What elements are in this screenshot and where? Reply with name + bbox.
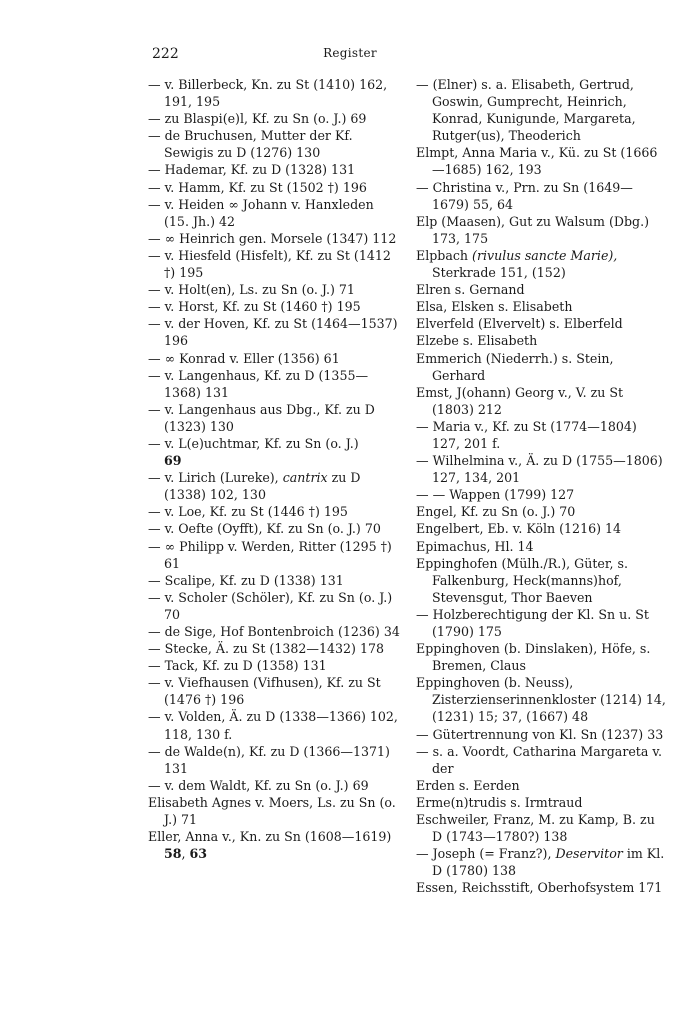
entry-text: — v. L(e)uchtmar, Kf. zu Sn (o. J.) <box>148 435 359 451</box>
index-entry: — v. Langenhaus, Kf. zu D (1355—1368) 131 <box>148 367 369 400</box>
index-entry: — (Elner) s. a. Elisabeth, Gertrud, Goswin, Gumprecht, Heinrich, Konrad, Kunigunde, Margareta, Rutger(us), Theoderich <box>416 77 636 144</box>
index-entry: — v. Oefte (Oyfft), Kf. zu Sn (o. J.) 70 <box>148 521 381 537</box>
running-head: Register <box>323 46 377 60</box>
index-entry: — de Sige, Hof Bontenbroich (1236) 34 <box>148 624 400 639</box>
entry-text: — v. Lirich (Lureke), <box>148 470 279 486</box>
bold-page-ref: 58 <box>164 846 182 862</box>
index-entry: Erden s. Eerden <box>416 777 520 793</box>
index-entry <box>416 247 668 281</box>
index-entry: — zu Blaspi(e)l, Kf. zu Sn (o. J.) 69 <box>148 111 367 127</box>
index-entry: — Scalipe, Kf. zu D (1338) 131 <box>148 572 344 588</box>
index-column-right <box>416 76 668 897</box>
index-entry: — v. Scholer (Schöler), Kf. zu Sn (o. J.) 70 <box>148 589 393 622</box>
index-entry: — Gütertrennung von Kl. Sn (1237) 33 <box>416 726 664 742</box>
index-entry: — ∞ Heinrich gen. Morsele (1347) 112 <box>148 230 397 246</box>
index-entry: — v. Loe, Kf. zu St (1446 †) 195 <box>148 504 348 520</box>
entry-text: — Joseph (= Franz?), <box>416 846 552 862</box>
index-entry: — v. Billerbeck, Kn. zu St (1410) 162, 191, 195 <box>148 77 388 110</box>
index-entry: Elmpt, Anna Maria v., Kü. zu St (1666—1685) 162, 193 <box>416 145 658 178</box>
index-entry: Eller, Anna v., Kn. zu Sn (1608—1619) 58, 63 <box>148 829 392 862</box>
index-entry: — — Wappen (1799) 127 <box>416 487 575 503</box>
index-column-left <box>148 76 400 862</box>
index-entry <box>148 469 400 503</box>
index-entry: — v. Volden, Ä. zu D (1338—1366) 102, 118, 130 f. <box>148 709 398 742</box>
bold-page-ref: 69 <box>164 453 182 469</box>
index-entry: Elsa, Elsken s. Elisabeth <box>416 299 573 315</box>
index-entry: Elren s. Gernand <box>416 282 525 298</box>
index-entry: Elisabeth Agnes v. Moers, Ls. zu Sn (o. J.) 71 <box>148 794 396 828</box>
index-entry: Eschweiler, Franz, M. zu Kamp, B. zu D (1743—1780?) 138 <box>416 812 655 845</box>
index-entry: — v. Viefhausen (Vifhusen), Kf. zu St (1476 †) 196 <box>148 675 381 708</box>
index-entry <box>148 435 400 469</box>
index-entry: — ∞ Philipp v. Werden, Ritter (1295 †) 61 <box>148 538 392 571</box>
index-entry: — v. der Hoven, Kf. zu St (1464—1537) 196 <box>148 316 398 349</box>
index-entry: — Holzberechtigung der Kl. Sn u. St (1790) 175 <box>416 606 649 639</box>
index-entry: — de Walde(n), Kf. zu D (1366—1371) 131 <box>148 743 390 776</box>
index-entry: Emst, J(ohann) Georg v., V. zu St (1803) 212 <box>416 384 624 417</box>
index-entry: Eppinghofen (Mülh./R.), Güter, s. Falkenburg, Heck(manns)hof, Stevensgut, Thor Baeven <box>416 555 628 605</box>
index-entry: — Tack, Kf. zu D (1358) 131 <box>148 658 327 674</box>
index-entry: Epimachus, Hl. 14 <box>416 538 534 554</box>
italic-term: Deservitor <box>555 846 623 862</box>
index-entry: — Christina v., Prn. zu Sn (1649—1679) 55, 64 <box>416 179 633 212</box>
entry-text: im Kl. D (1780) 138 <box>432 846 665 879</box>
index-entry <box>416 845 668 879</box>
index-entry: Engel, Kf. zu Sn (o. J.) 70 <box>416 504 576 520</box>
index-entry: — de Bruchusen, Mutter der Kf. Sewigis zu D (1276) 130 <box>148 128 353 161</box>
italic-term: cantrix <box>282 470 328 486</box>
entry-text: Elpbach <box>416 247 469 263</box>
index-entry: — v. Langenhaus aus Dbg., Kf. zu D (1323) 130 <box>148 401 375 434</box>
index-entry: Engelbert, Eb. v. Köln (1216) 14 <box>416 521 622 537</box>
index-entry: — v. Heiden ∞ Johann v. Hanxleden (15. Jh.) 42 <box>148 196 374 229</box>
index-entry: — s. a. Voordt, Catharina Margareta v. der <box>416 743 662 776</box>
index-entry: Elzebe s. Elisabeth <box>416 333 538 349</box>
index-entry: Elp (Maasen), Gut zu Walsum (Dbg.) 173, 175 <box>416 213 649 246</box>
entry-text: Eller, Anna v., Kn. zu Sn (1608—1619) <box>148 829 392 845</box>
page-number: 222 <box>152 46 179 62</box>
index-entry: — Stecke, Ä. zu St (1382—1432) 178 <box>148 641 384 657</box>
index-entry: — v. Hamm, Kf. zu St (1502 †) 196 <box>148 179 367 195</box>
italic-term: (rivulus sancte Marie), <box>472 247 618 263</box>
index-entry: Essen, Reichsstift, Oberhofsystem 171 <box>416 880 663 896</box>
entry-text: zu D (1338) 102, 130 <box>164 470 361 503</box>
index-entry: Emmerich (Niederrh.) s. Stein, Gerhard <box>416 350 614 383</box>
index-entry: — Wilhelmina v., Ä. zu D (1755—1806) 127, 134, 201 <box>416 453 663 486</box>
index-entry: — v. Hiesfeld (Hisfelt), Kf. zu St (1412 †) 195 <box>148 247 391 281</box>
index-entry: — v. dem Waldt, Kf. zu Sn (o. J.) 69 <box>148 777 369 793</box>
index-entry: Erme(n)trudis s. Irmtraud <box>416 794 583 810</box>
index-entry: — ∞ Konrad v. Eller (1356) 61 <box>148 350 340 366</box>
bold-page-ref: 63 <box>189 846 208 862</box>
entry-text: Sterkrade 151, (152) <box>432 265 566 281</box>
index-entry: — v. Holt(en), Ls. zu Sn (o. J.) 71 <box>148 282 355 298</box>
index-entry: Eppinghoven (b. Dinslaken), Höfe, s. Bremen, Claus <box>416 641 651 674</box>
index-entry: — Hademar, Kf. zu D (1328) 131 <box>148 162 356 178</box>
index-entry: — v. Horst, Kf. zu St (1460 †) 195 <box>148 299 361 315</box>
index-entry: — Maria v., Kf. zu St (1774—1804) 127, 201 f. <box>416 418 637 451</box>
index-entry: Eppinghoven (b. Neuss), Zisterzienserinnenkloster (1214) 14, (1231) 15; 37, (1667) 48 <box>416 675 666 725</box>
index-entry: Elverfeld (Elvervelt) s. Elberfeld <box>416 316 623 332</box>
